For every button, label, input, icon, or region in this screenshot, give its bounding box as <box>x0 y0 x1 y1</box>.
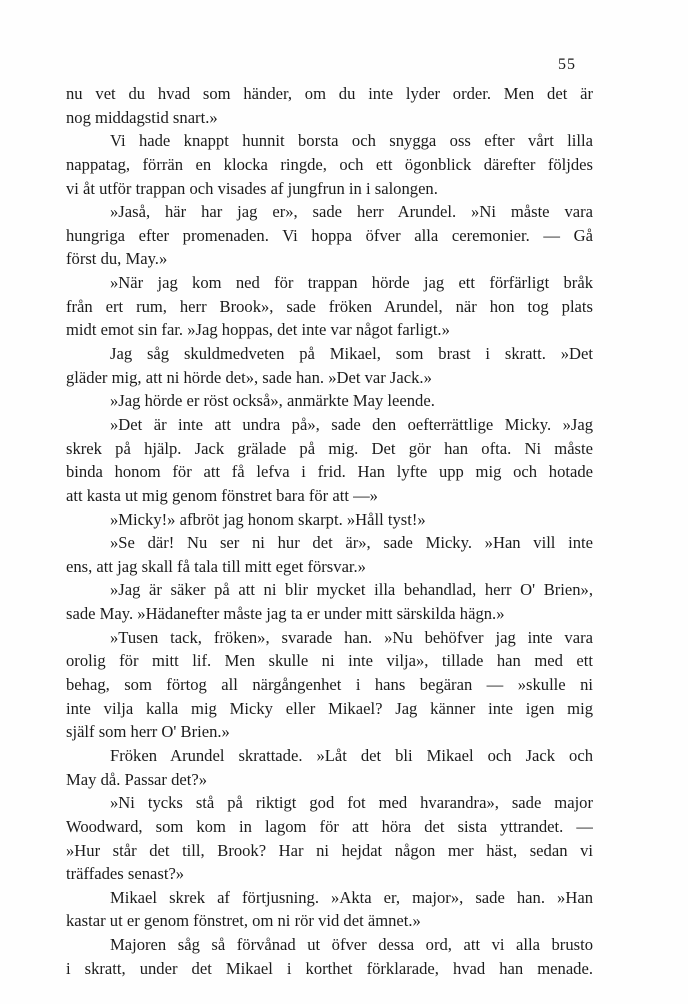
text-line: »Hur står det till, Brook? Har ni hejdat någon mer häst, sedan vi <box>66 840 593 860</box>
body-text <box>66 82 593 980</box>
text-line: »Ni tycks stå på riktigt god fot med hvarandra», sade major <box>110 793 593 813</box>
text-line: hungriga efter promenaden. Vi hoppa öfver alla ceremonier. — Gå <box>66 225 593 245</box>
text-line: »När jag kom ned för trappan hörde jag ett förfärligt bråk <box>110 273 593 293</box>
text-line: binda honom för att få lefva i frid. Han lyfte upp mig och hotade <box>66 462 593 482</box>
text-line: först du, May.» <box>66 249 168 269</box>
text-line: Jag såg skuldmedveten på Mikael, som brast i skratt. »Det <box>110 344 593 364</box>
text-line: Majoren såg så förvånad ut öfver dessa ord, att vi alla brusto <box>110 935 593 955</box>
text-line: orolig för mitt lif. Men skulle ni inte vilja», tillade han med ett <box>66 651 593 671</box>
text-line: »Se där! Nu ser ni hur det är», sade Micky. »Han vill inte <box>110 533 593 553</box>
text-line: »Micky!» afbröt jag honom skarpt. »Håll tyst!» <box>110 509 426 529</box>
text-line: gläder mig, att ni hörde det», sade han. »Det var Jack.» <box>66 367 432 387</box>
text-line: »Jag hörde er röst också», anmärkte May leende. <box>110 391 435 411</box>
text-line: »Jag är säker på att ni blir mycket illa behandlad, herr O' Brien», <box>110 580 593 600</box>
text-line: Woodward, som kom in lagom för att höra det sista yttrandet. — <box>66 816 593 836</box>
text-line: träffades senast?» <box>66 864 185 884</box>
text-line: Mikael skrek af förtjusning. »Akta er, major», sade han. »Han <box>110 887 593 907</box>
text-line: Fröken Arundel skrattade. »Låt det bli Mikael och Jack och <box>110 745 593 765</box>
text-line: May då. Passar det?» <box>66 769 208 789</box>
text-line: nog middagstid snart.» <box>66 107 218 127</box>
text-line: inte vilja kalla mig Micky eller Mikael? Jag känner inte igen mig <box>66 698 593 718</box>
text-line: »Det är inte att undra på», sade den oefterrättlige Micky. »Jag <box>110 414 593 434</box>
text-line: nappatag, förrän en klocka ringde, och ett ögonblick därefter följdes <box>66 154 593 174</box>
text-line: vi åt utför trappan och visades af jungfrun in i salongen. <box>66 178 438 198</box>
text-line: själf som herr O' Brien.» <box>66 722 230 742</box>
text-line: »Jaså, här har jag er», sade herr Arundel. »Ni måste vara <box>110 202 593 222</box>
text-line: från ert rum, herr Brook», sade fröken Arundel, när hon tog plats <box>66 296 593 316</box>
text-line: ens, att jag skall få tala till mitt eget försvar.» <box>66 556 366 576</box>
text-line: i skratt, under det Mikael i korthet förklarade, hvad han menade. <box>66 958 593 978</box>
text-line: kastar ut er genom fönstret, om ni rör vid det ämnet.» <box>66 911 421 931</box>
text-line: att kasta ut mig genom fönstret bara för att —» <box>66 485 378 505</box>
text-line: midt emot sin far. »Jag hoppas, det inte var något farligt.» <box>66 320 450 340</box>
text-line: nu vet du hvad som händer, om du inte lyder order. Men det är <box>66 84 593 103</box>
text-line: »Tusen tack, fröken», svarade han. »Nu behöfver jag inte vara <box>110 627 593 647</box>
text-line: behag, som förtog all närgångenhet i hans begäran — »skulle ni <box>66 675 593 695</box>
text-line: Vi hade knappt hunnit borsta och snygga oss efter vårt lilla <box>110 131 593 151</box>
page-number: 55 <box>558 56 576 73</box>
text-line: sade May. »Hädanefter måste jag ta er under mitt särskilda hägn.» <box>66 604 505 624</box>
text-line: skrek på hjälp. Jack grälade på mig. Det gör han ofta. Ni måste <box>66 438 593 458</box>
